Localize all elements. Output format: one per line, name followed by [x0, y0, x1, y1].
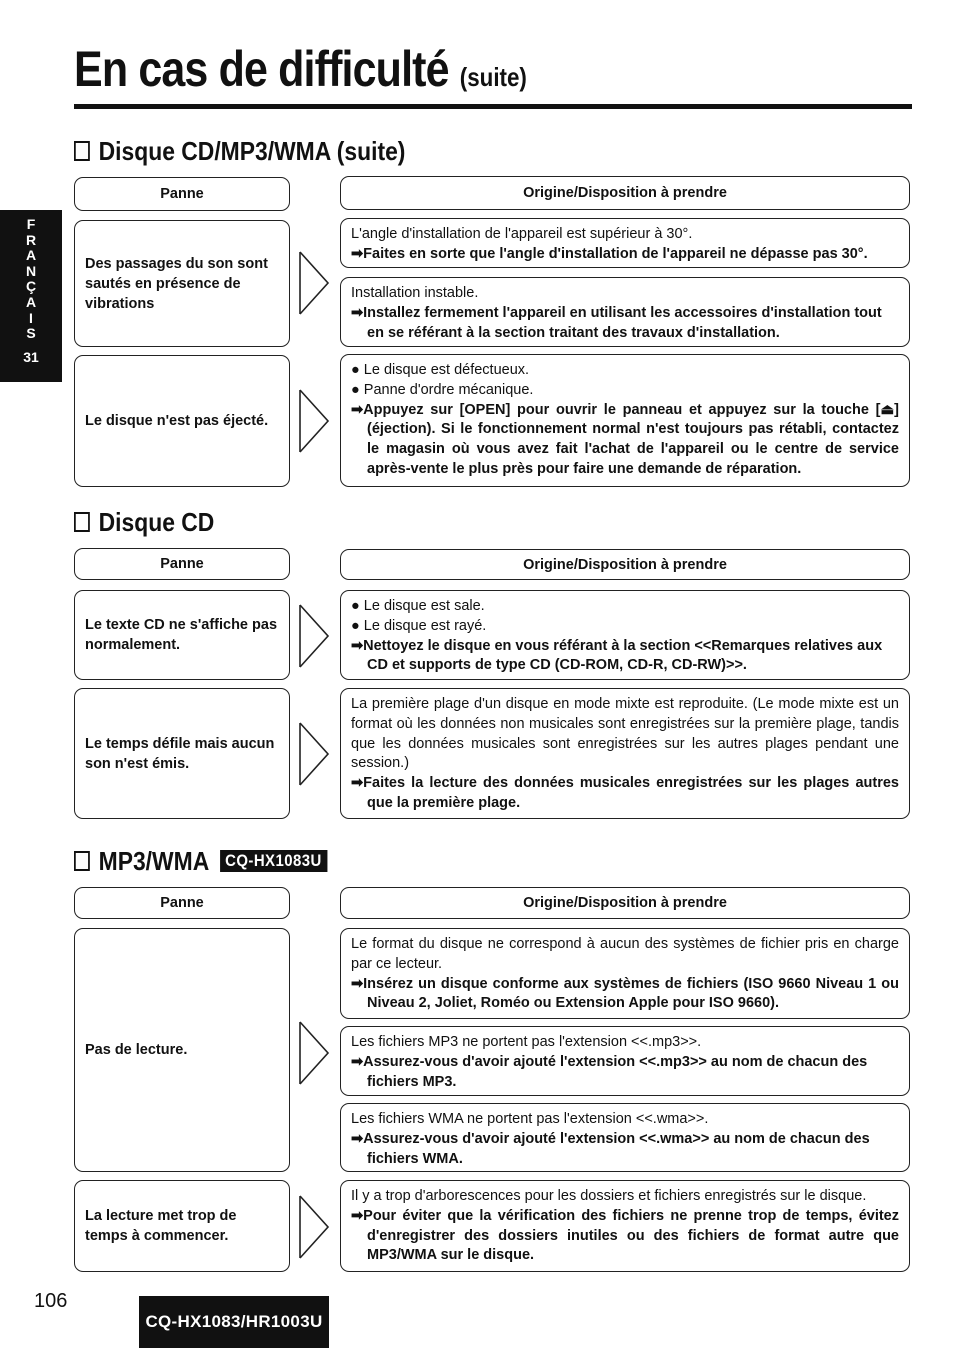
cause-text: Il y a trop d'arborescences pour les dossiers et fichiers enregistrés sur le disque. — [351, 1188, 867, 1204]
cause-text: L'angle d'installation de l'appareil est supérieur à 30°. — [351, 226, 693, 242]
problem-text: Le disque n'est pas éjecté. — [85, 413, 269, 429]
origine-header: Origine/Disposition à prendre — [340, 549, 910, 580]
cause-cell — [340, 277, 910, 347]
action-text: ➡Nettoyez le disque en vous référant à la section <<Remarques relatives aux CD et supports de type CD (CD-ROM, CD-R, CD-RW)>>. — [351, 637, 883, 674]
action-text: ➡Pour éviter que la vérification des fichiers ne prenne trop de temps, évitez d'enregistrer des dossiers inutiles ou des fichiers de format autre que MP3/WMA sur le disque. — [351, 1207, 899, 1264]
section-heading-text: Disque CD/MP3/WMA (suite) — [98, 136, 406, 166]
language-letter: N — [25, 262, 37, 279]
page-title-main: En cas de difficulté — [74, 41, 449, 97]
language-letter: R — [25, 231, 37, 248]
bullet-text: Panne d'ordre mécanique. — [363, 381, 534, 398]
bullet-item: ● Le disque est défectueux. — [351, 362, 530, 378]
section-heading — [74, 136, 405, 167]
bullet-item: ● Panne d'ordre mécanique. — [351, 381, 534, 398]
cause-cell — [340, 590, 910, 680]
action-text: ➡Appuyez sur [OPEN] pour ouvrir le panneau et appuyez sur la touche [⏏] (éjection). Si le fonctionnement normal n'est toujours pas rétabli, contactez le magasin où vous avez fait l'achat de l'appareil ou le centre de service après-vente le plus près pour faire une demande de réparation. — [351, 401, 899, 477]
bullet-text: Le disque est défectueux. — [363, 362, 530, 378]
language-letter: S — [26, 325, 36, 342]
problem-cell — [74, 355, 290, 487]
section-heading — [74, 507, 214, 538]
section-heading-text: Disque CD — [98, 507, 215, 537]
action-text: ➡Faites la lecture des données musicales enregistrées sur les plages autres que la première plage. — [351, 775, 899, 811]
problem-text: Pas de lecture. — [85, 1042, 188, 1058]
arrow-right-icon — [298, 1020, 332, 1086]
language-letter: Ç — [25, 278, 37, 295]
problem-text: La lecture met trop de temps à commencer. — [85, 1208, 237, 1244]
cause-text: Installation instable. — [351, 285, 479, 301]
problem-cell — [74, 688, 290, 819]
bullet-item: ● Le disque est rayé. — [351, 617, 487, 634]
title-rule — [74, 104, 912, 109]
language-letter: A — [25, 293, 37, 310]
action-text: ➡Assurez-vous d'avoir ajouté l'extension <<.wma>> au nom de chacun des fichiers WMA. — [351, 1130, 870, 1167]
square-bullet-icon — [74, 141, 90, 161]
cause-cell — [340, 354, 910, 487]
bullet-item: ● Le disque est sale. — [351, 598, 485, 614]
language-tab — [0, 210, 62, 382]
page-title — [74, 40, 527, 98]
square-bullet-icon — [74, 512, 90, 532]
origine-header: Origine/Disposition à prendre — [340, 176, 910, 210]
language-letter: F — [26, 216, 36, 232]
problem-cell — [74, 220, 290, 347]
arrow-right-icon — [298, 1194, 332, 1260]
page-number: 106 — [34, 1290, 68, 1312]
cause-cell — [340, 1026, 910, 1096]
problem-cell — [74, 590, 290, 680]
action-text: ➡Insérez un disque conforme aux systèmes de fichiers (ISO 9660 Niveau 1 ou Niveau 2, Joliet, Roméo ou Extension Apple pour ISO 9660). — [351, 975, 899, 1012]
section-heading-text: MP3/WMA — [98, 846, 210, 876]
action-text: ➡Assurez-vous d'avoir ajouté l'extension <<.mp3>> au nom de chacun des fichiers MP3. — [351, 1053, 868, 1090]
problem-cell — [74, 1180, 290, 1272]
arrow-right-icon — [298, 721, 332, 787]
square-bullet-icon — [74, 851, 90, 871]
action-text: ➡Faites en sorte que l'angle d'installation de l'appareil ne dépasse pas 30°. — [351, 245, 868, 262]
cause-cell — [340, 218, 910, 268]
problem-text: Des passages du son sont sautés en présence de vibrations — [85, 255, 268, 312]
page-title-suffix: (suite) — [459, 62, 527, 92]
arrow-right-icon — [298, 250, 332, 316]
problem-text: Le texte CD ne s'affiche pas normalement. — [85, 617, 278, 653]
arrow-right-icon — [298, 603, 332, 669]
problem-text: Le temps défile mais aucun son n'est émis. — [85, 735, 275, 772]
section-page-number: 31 — [23, 348, 39, 365]
problem-cell — [74, 928, 290, 1172]
cause-cell — [340, 1103, 910, 1172]
arrow-right-icon — [298, 388, 332, 454]
bullet-text: Le disque est rayé. — [363, 617, 487, 634]
cause-cell — [340, 1180, 910, 1272]
model-badge: CQ-HX1083U — [220, 850, 327, 872]
cause-text: Les fichiers WMA ne portent pas l'extension <<.wma>>. — [351, 1111, 709, 1127]
panne-header: Panne — [74, 887, 290, 919]
cause-text: Le format du disque ne correspond à aucun des systèmes de fichier pris en charge par ce lecteur. — [351, 936, 899, 972]
panne-header: Panne — [74, 177, 290, 211]
cause-cell — [340, 688, 910, 819]
action-text: ➡Installez fermement l'appareil en utilisant les accessoires d'installation tout en se référant à la section traitant des travaux d'installation. — [351, 304, 882, 341]
cause-text: La première plage d'un disque en mode mixte est reproduite. (Le mode mixte est un format où les données non musicales sont enregistrées sur la première plage, tandis que les données musicales sont enregistrées sur les autres plages pendant une session.) — [351, 696, 899, 772]
cause-cell — [340, 928, 910, 1019]
language-letter: A — [25, 247, 37, 264]
bullet-text: Le disque est sale. — [363, 598, 485, 614]
model-footer-badge: CQ-HX1083/HR1003U — [139, 1296, 329, 1348]
language-letter: I — [29, 309, 33, 326]
panne-header: Panne — [74, 548, 290, 580]
origine-header: Origine/Disposition à prendre — [340, 887, 910, 919]
section-heading — [74, 846, 327, 877]
cause-text: Les fichiers MP3 ne portent pas l'extension <<.mp3>>. — [351, 1034, 702, 1050]
